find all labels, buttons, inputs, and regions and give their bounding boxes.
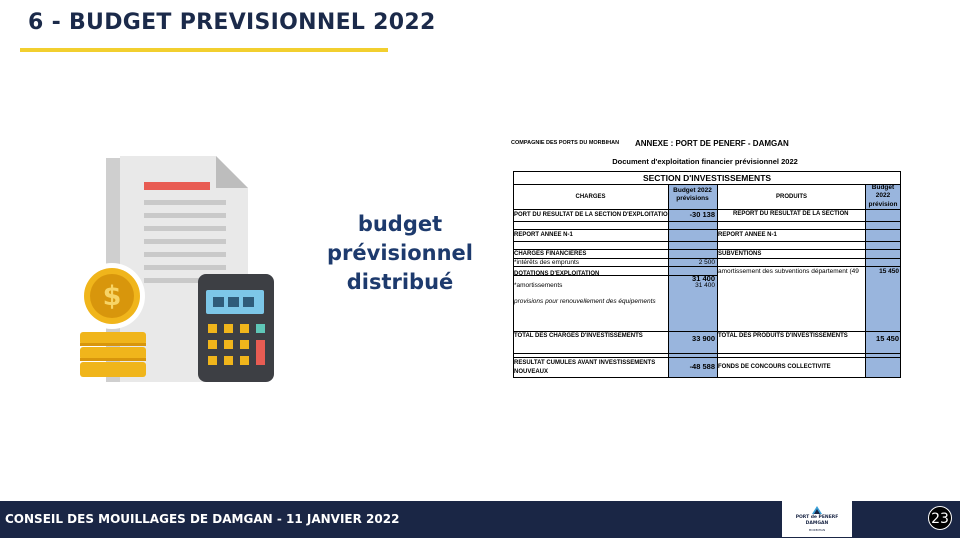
- row-label: DOTATIONS D'EXPLOITATION: [514, 271, 600, 277]
- coin-stack-icon: [80, 332, 146, 377]
- row-label: FONDS DE CONCOURS COLLECTIVITE: [718, 364, 831, 370]
- table-rule: [513, 241, 901, 242]
- footer-text: CONSEIL DES MOUILLAGES DE DAMGAN - 11 JANVIER 2022: [5, 512, 400, 526]
- table-rule: [513, 357, 901, 358]
- row-label: amortissement des subventions département (49: [718, 268, 859, 275]
- table-rule: [513, 184, 901, 185]
- row-label: SUBVENTIONS: [718, 251, 762, 257]
- row-label: PORT DU RESULTAT DE LA SECTION D'EXPLOITATIO: [514, 212, 668, 218]
- budget-illustration: [76, 150, 281, 390]
- page-number: 23: [928, 506, 952, 530]
- row-label: provisions pour renouvellement des équipements: [514, 298, 656, 305]
- row-value: -30 138: [689, 211, 715, 219]
- row-label: NOUVEAUX: [514, 369, 549, 375]
- table-rule: [865, 184, 866, 377]
- caption-line: distribué: [346, 270, 454, 294]
- table-rule: [513, 353, 901, 354]
- table-rule: [513, 377, 901, 378]
- row-value: 15 450: [879, 268, 899, 275]
- title-underline: [20, 48, 388, 52]
- company-name: COMPAGNIE DES PORTS DU MORBIHAN: [511, 140, 620, 146]
- row-label: REPORT DU RESULTAT DE LA SECTION: [733, 211, 849, 217]
- caption: [326, 210, 474, 297]
- row-value: 31 400: [692, 275, 715, 283]
- table-rule: [513, 229, 901, 230]
- budget-document: [508, 135, 902, 380]
- row-value: -48 588: [689, 363, 715, 371]
- budget-table: [513, 171, 901, 377]
- header-budget-charges: Budget 2022 prévisions: [673, 187, 712, 202]
- row-value: 2 500: [698, 259, 715, 266]
- row-value: 15 450: [876, 335, 899, 343]
- row-label: *amortissements: [514, 282, 563, 289]
- table-rule: [513, 221, 901, 222]
- svg-text:$: $: [102, 281, 122, 312]
- annexe-title: ANNEXE : PORT DE PENERF - DAMGAN: [635, 139, 789, 148]
- logo-text: DAMGAN: [805, 521, 829, 526]
- page-title: 6 - BUDGET PREVISIONNEL 2022: [28, 10, 436, 35]
- dollar-coin-icon: [79, 263, 145, 329]
- table-rule: [717, 184, 718, 377]
- row-label: REPORT ANNEE N-1: [514, 232, 573, 238]
- table-rule: [900, 171, 901, 377]
- row-label: REPORT ANNEE N-1: [718, 232, 777, 238]
- port-logo: [782, 501, 852, 537]
- port-logo-icon: [811, 505, 823, 515]
- document-title: Document d'exploitation financier prévisionnel 2022: [612, 157, 798, 166]
- row-label: TOTAL DES PRODUITS D'INVESTISSEMENTS: [718, 333, 848, 339]
- row-label: CHARGES FINANCIERES: [514, 251, 587, 257]
- row-value: 31 400: [695, 282, 715, 289]
- row-value: 33 900: [692, 335, 715, 343]
- logo-text: MORBIHAN: [808, 528, 826, 532]
- section-title: SECTION D'INVESTISSEMENTS: [642, 173, 772, 183]
- logo-text: PORT de PENERF: [795, 515, 839, 520]
- header-budget-produits: Budget 2022 prévision: [868, 184, 898, 208]
- caption-line: budget: [357, 212, 443, 236]
- header-charges: CHARGES: [575, 194, 606, 200]
- table-rule: [513, 171, 901, 172]
- header-produits: PRODUITS: [775, 194, 807, 200]
- row-label: TOTAL DES CHARGES D'INVESTISSEMENTS: [514, 333, 643, 339]
- row-label: *intérêts des emprunts: [514, 259, 580, 266]
- calculator-icon: [198, 274, 274, 382]
- caption-line: prévisionnel: [327, 241, 473, 265]
- row-label: RESULTAT CUMULES AVANT INVESTISSEMENTS: [514, 360, 656, 366]
- budget-column-produits: [865, 184, 900, 377]
